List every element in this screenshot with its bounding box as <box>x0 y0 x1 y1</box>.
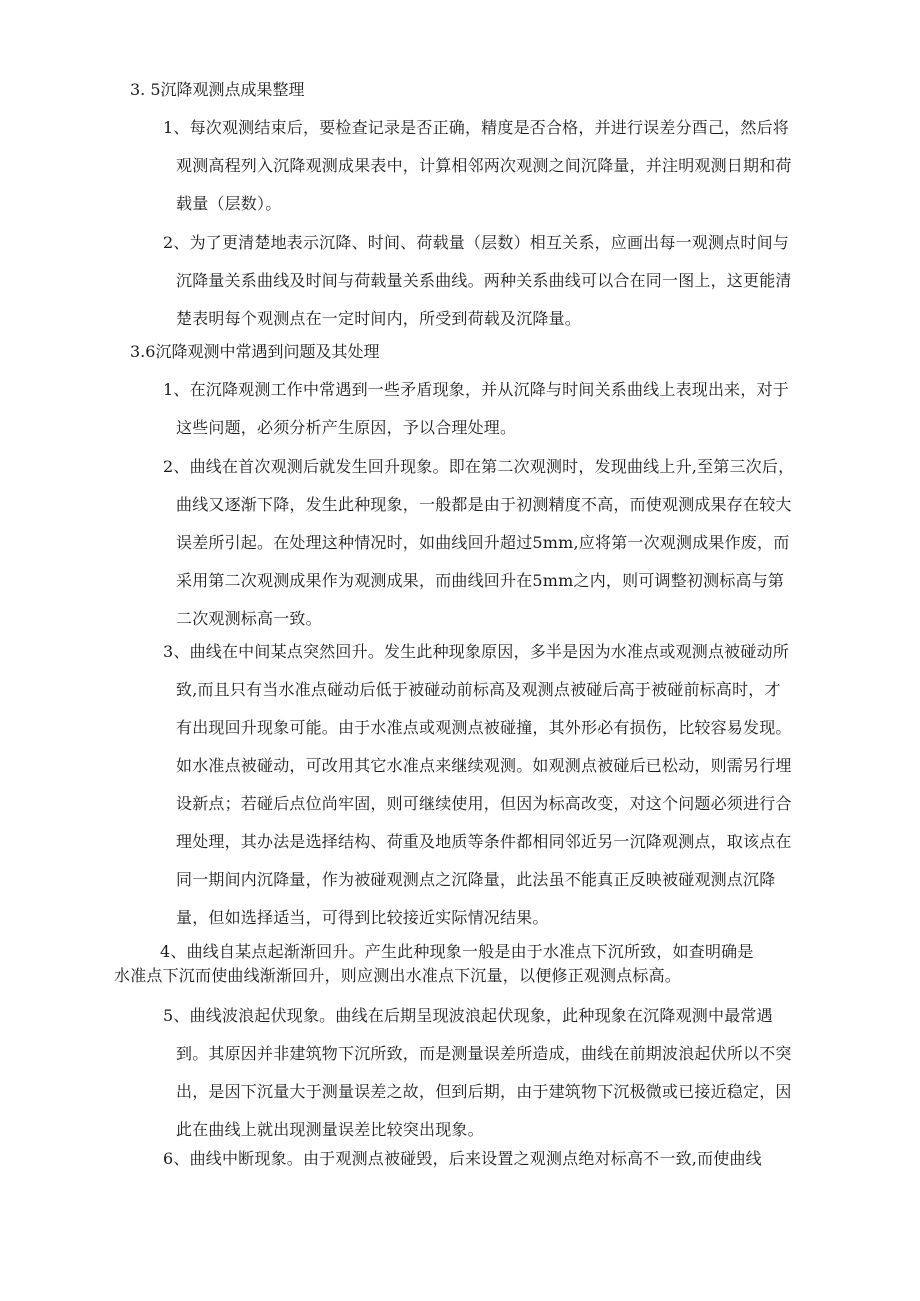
item-4-continuation: 水准点下沉而使曲线渐渐回升，则应测出水准点下沉量，以便修正观测点标高。 <box>114 966 682 985</box>
item-4-first-line: 4、曲线自某点起渐渐回升。产生此种现象一般是由于水准点下沉所致，如查明确是 <box>160 942 754 961</box>
section-heading-3-5: 3. 5沉降观测点成果整理 <box>130 80 305 99</box>
paragraph-3-6-item-1: 1、在沉降观测工作中常遇到一些矛盾现象，并从沉降与时间关系曲线上表现出来，对于这些问题，必须分析产生原因，予以合理处理。 <box>163 380 789 437</box>
paragraph-3-5-item-1: 1、每次观测结束后，要检查记录是否正确，精度是否合格，并进行误差分酉己，然后将观测高程列入沉降观测成果表中，计算相邻两次观测之间沉降量，并注明观测日期和荷载量（层数）。 <box>163 118 792 213</box>
paragraph-3-6-item-3: 3、曲线在中间某点突然回升。发生此种现象原因，多半是因为水准点或观测点被碰动所致,而且只有当水准点碰动后低于被碰动前标高及观测点被碰后高于被碰前标高时，才有出现回升现象可能。由于水准点或观测点被碰撞，其外形必有损伤，比较容易发现。如水准点被碰动，可改用其它水准点来继续观测。如观测点被碰后已松动，则需另行埋设新点；若碰后点位尚牢固，则可继续使用，但因为标高改变，对这个问题必须进行合理处理，其办法是选择结构、荷重及地质等条件都相同邻近另一沉降观测点，取该点在同一期间内沉降量，作为被碰观测点之沉降量，此法虽不能真正反映被碰观测点沉降量，但如选择适当，可得到比较接近实际情况结果。 <box>163 642 792 927</box>
section-heading-3-6: 3.6沉降观测中常遇到问题及其处理 <box>130 342 380 361</box>
paragraph-3-6-item-2: 2、曲线在首次观测后就发生回升现象。即在第二次观测时，发现曲线上升,至第三次后，曲线又逐渐下降，发生此种现象，一般都是由于初测精度不高，而使观测成果存在较大误差所引起。在处理这种情况时，如曲线回升超过5mm,应将第一次观测成果作废，而采用第二次观测成果作为观测成果，而曲线回升在5mm之内，则可调整初测标高与第二次观测标高一致。 <box>163 457 795 628</box>
paragraph-3-6-item-5: 5、曲线波浪起伏现象。曲线在后期呈现波浪起伏现象，此种现象在沉降观测中最常遇到。其原因并非建筑物下沉所致，而是测量误差所造成，曲线在前期波浪起伏所以不突出，是因下沉量大于测量误差之故，但到后期，由于建筑物下沉极微或已接近稳定，因此在曲线上就出现测量误差比较突出现象。 <box>163 1006 792 1139</box>
paragraph-3-5-item-2: 2、为了更清楚地表示沉降、时间、荷载量（层数）相互关系，应画出每一观测点时间与沉降量关系曲线及时间与荷载量关系曲线。两种关系曲线可以合在同一图上，这更能清楚表明每个观测点在一定时间内，所受到荷载及沉降量。 <box>163 233 792 328</box>
paragraph-3-6-item-4 <box>114 940 800 988</box>
paragraph-3-6-item-6: 6、曲线中断现象。由于观测点被碰毁，后来设置之观测点绝对标高不一致,而使曲线 <box>163 1149 762 1168</box>
